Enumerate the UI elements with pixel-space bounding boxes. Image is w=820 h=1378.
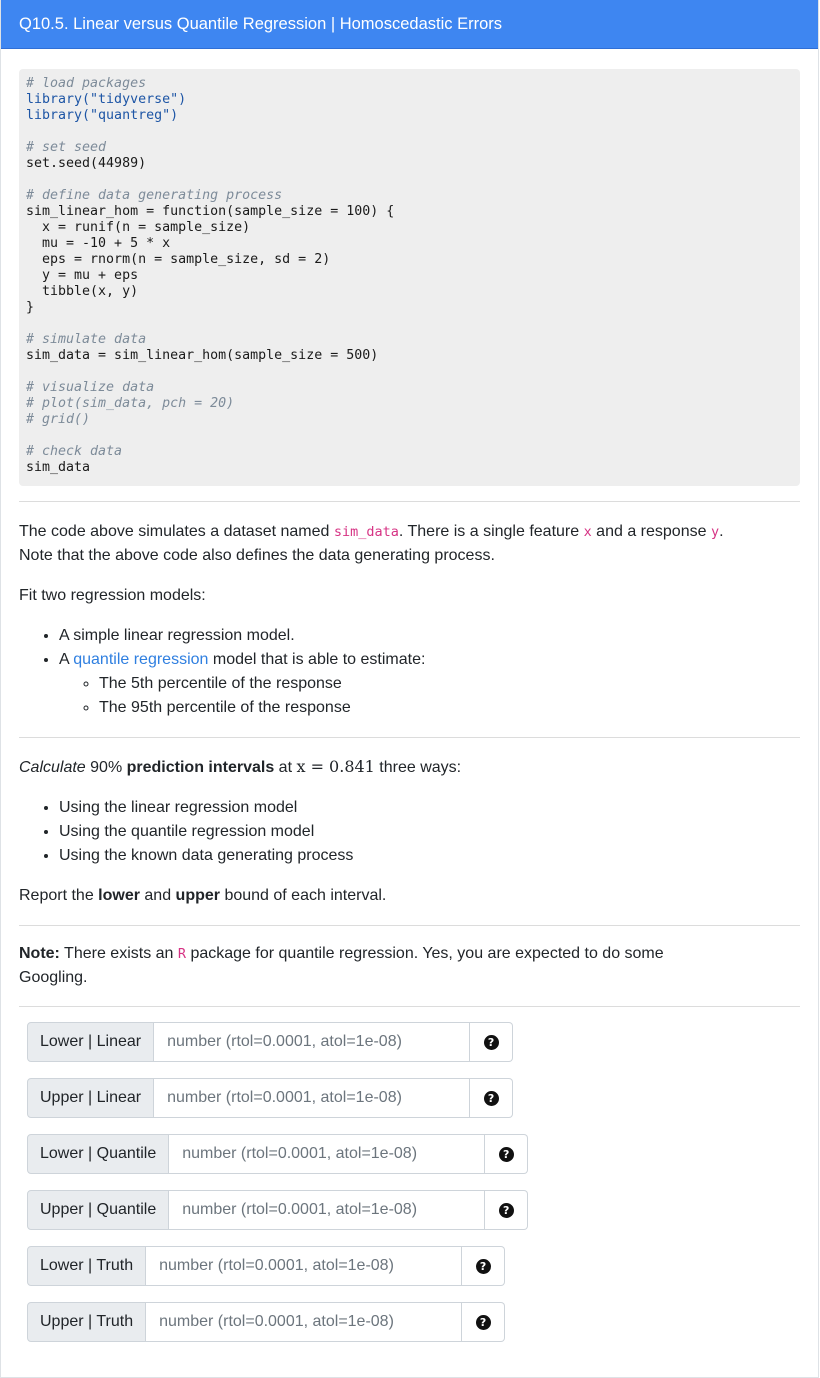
help-button[interactable] [470, 1022, 513, 1062]
question-circle-icon: ? [499, 1147, 514, 1162]
list-item: • Using the linear regression model [59, 796, 800, 820]
answer-group-upper-linear [27, 1078, 513, 1118]
code-line: library("quantreg") [26, 108, 179, 123]
code-line: # load packages [26, 76, 147, 91]
note-section [19, 926, 800, 990]
question-title: Q10.5. Linear versus Quantile Regression | Homoscedastic Errors [1, 0, 818, 49]
code-line: set.seed(44989) [26, 156, 147, 171]
note-text: There exists an [59, 945, 178, 962]
note-label: Note: [19, 945, 60, 962]
intro-section [19, 502, 800, 720]
answer-group-lower-quantile [27, 1134, 528, 1174]
code-block [19, 69, 800, 486]
answer-group-upper-truth [27, 1302, 505, 1342]
code-line: sim_linear_hom = function(sample_size = 100) { [26, 204, 395, 219]
help-button[interactable] [462, 1302, 505, 1342]
report-text: lower [98, 887, 140, 904]
question-circle-icon: ? [484, 1091, 499, 1106]
answer-label: Upper | Linear [27, 1078, 154, 1118]
help-button[interactable] [470, 1078, 513, 1118]
report-paragraph [19, 884, 800, 908]
code-line: library("tidyverse") [26, 92, 187, 107]
fit-models-text: Fit two regression models: [19, 587, 206, 604]
report-text: Report the [19, 887, 99, 904]
question-circle-icon: ? [476, 1259, 491, 1274]
code-line: sim_data = sim_linear_hom(sample_size = 500) [26, 348, 379, 363]
answer-label: Lower | Truth [27, 1246, 146, 1286]
code-line: # plot(sim_data, pch = 20) [26, 396, 235, 411]
list-item-text: model that is able to estimate: [208, 651, 426, 668]
answer-input-lower-quantile[interactable] [169, 1134, 485, 1174]
list-item [59, 624, 800, 648]
help-button[interactable] [485, 1134, 528, 1174]
question-circle-icon: ? [484, 1035, 499, 1050]
answer-input-upper-truth[interactable] [146, 1302, 462, 1342]
report-text: and [139, 887, 176, 904]
code-line: # grid() [26, 412, 91, 427]
answer-input-upper-linear[interactable] [154, 1078, 470, 1118]
report-text: bound of each interval. [220, 887, 387, 904]
math-expression: x = 0.841 [296, 757, 375, 776]
task-text: three ways: [374, 759, 462, 776]
code-line: # simulate data [26, 332, 147, 347]
list-item [59, 648, 800, 720]
code-line: eps = rnorm(n = sample_size, sd = 2) [26, 252, 331, 267]
task-text: 90% [85, 759, 127, 776]
quantile-regression-link[interactable]: quantile regression [73, 651, 209, 668]
divider [19, 1006, 800, 1007]
code-line: # visualize data [26, 380, 155, 395]
answer-group-upper-quantile [27, 1190, 528, 1230]
answer-label: Lower | Linear [27, 1022, 154, 1062]
answer-group-lower-truth [27, 1246, 505, 1286]
help-button[interactable] [462, 1246, 505, 1286]
intro-text: and a response [591, 523, 711, 540]
percentiles-list [59, 672, 800, 720]
inline-code-x: x [583, 524, 592, 540]
answer-input-lower-truth[interactable] [146, 1246, 462, 1286]
intro-paragraph [19, 520, 800, 568]
note-text: package for quantile regression. Yes, you are expected to do some [186, 945, 664, 962]
answer-group-lower-linear [27, 1022, 513, 1062]
code-line: y = mu + eps [26, 268, 139, 283]
note-paragraph [19, 942, 800, 990]
list-item-text: A simple linear regression model. [59, 627, 295, 644]
list-item: • Using the quantile regression model [59, 820, 800, 844]
code-line: sim_data [26, 460, 91, 475]
list-item: • Using the known data generating process [59, 844, 800, 868]
inline-code-sim-data: sim_data [333, 524, 399, 540]
answer-label: Lower | Quantile [27, 1134, 169, 1174]
question-body [1, 49, 818, 1007]
code-line: tibble(x, y) [26, 284, 139, 299]
task-text: Calculate [19, 759, 86, 776]
code-line: x = runif(n = sample_size) [26, 220, 251, 235]
code-line: # set seed [26, 140, 107, 155]
task-section [19, 738, 800, 908]
models-list [19, 624, 800, 720]
task-text: prediction intervals [126, 759, 275, 776]
answer-label: Upper | Quantile [27, 1190, 169, 1230]
task-paragraph [19, 755, 800, 780]
question-circle-icon: ? [499, 1203, 514, 1218]
intro-text: . [719, 523, 724, 540]
ways-list [19, 796, 800, 868]
list-item: ◦ The 95th percentile of the response [99, 696, 800, 720]
answer-input-upper-quantile[interactable] [169, 1190, 485, 1230]
list-item: ◦ The 5th percentile of the response [99, 672, 800, 696]
list-item-text: A [59, 651, 74, 668]
intro-text: Note that the above code also defines the data generating process. [19, 547, 495, 564]
inline-code-y: y [710, 524, 720, 540]
code-line: mu = -10 + 5 * x [26, 236, 171, 251]
help-button[interactable] [485, 1190, 528, 1230]
report-text: upper [175, 887, 220, 904]
inline-code-r: R [177, 946, 187, 962]
code-line: # define data generating process [26, 188, 283, 203]
note-text: Googling. [19, 969, 88, 986]
answer-input-lower-linear[interactable] [154, 1022, 470, 1062]
code-line: } [26, 300, 35, 315]
task-text: at [274, 759, 297, 776]
intro-text: . There is a single feature [398, 523, 584, 540]
answer-label: Upper | Truth [27, 1302, 146, 1342]
code-line: # check data [26, 444, 123, 459]
intro-text: The code above simulates a dataset named [19, 523, 334, 540]
question-circle-icon: ? [476, 1315, 491, 1330]
